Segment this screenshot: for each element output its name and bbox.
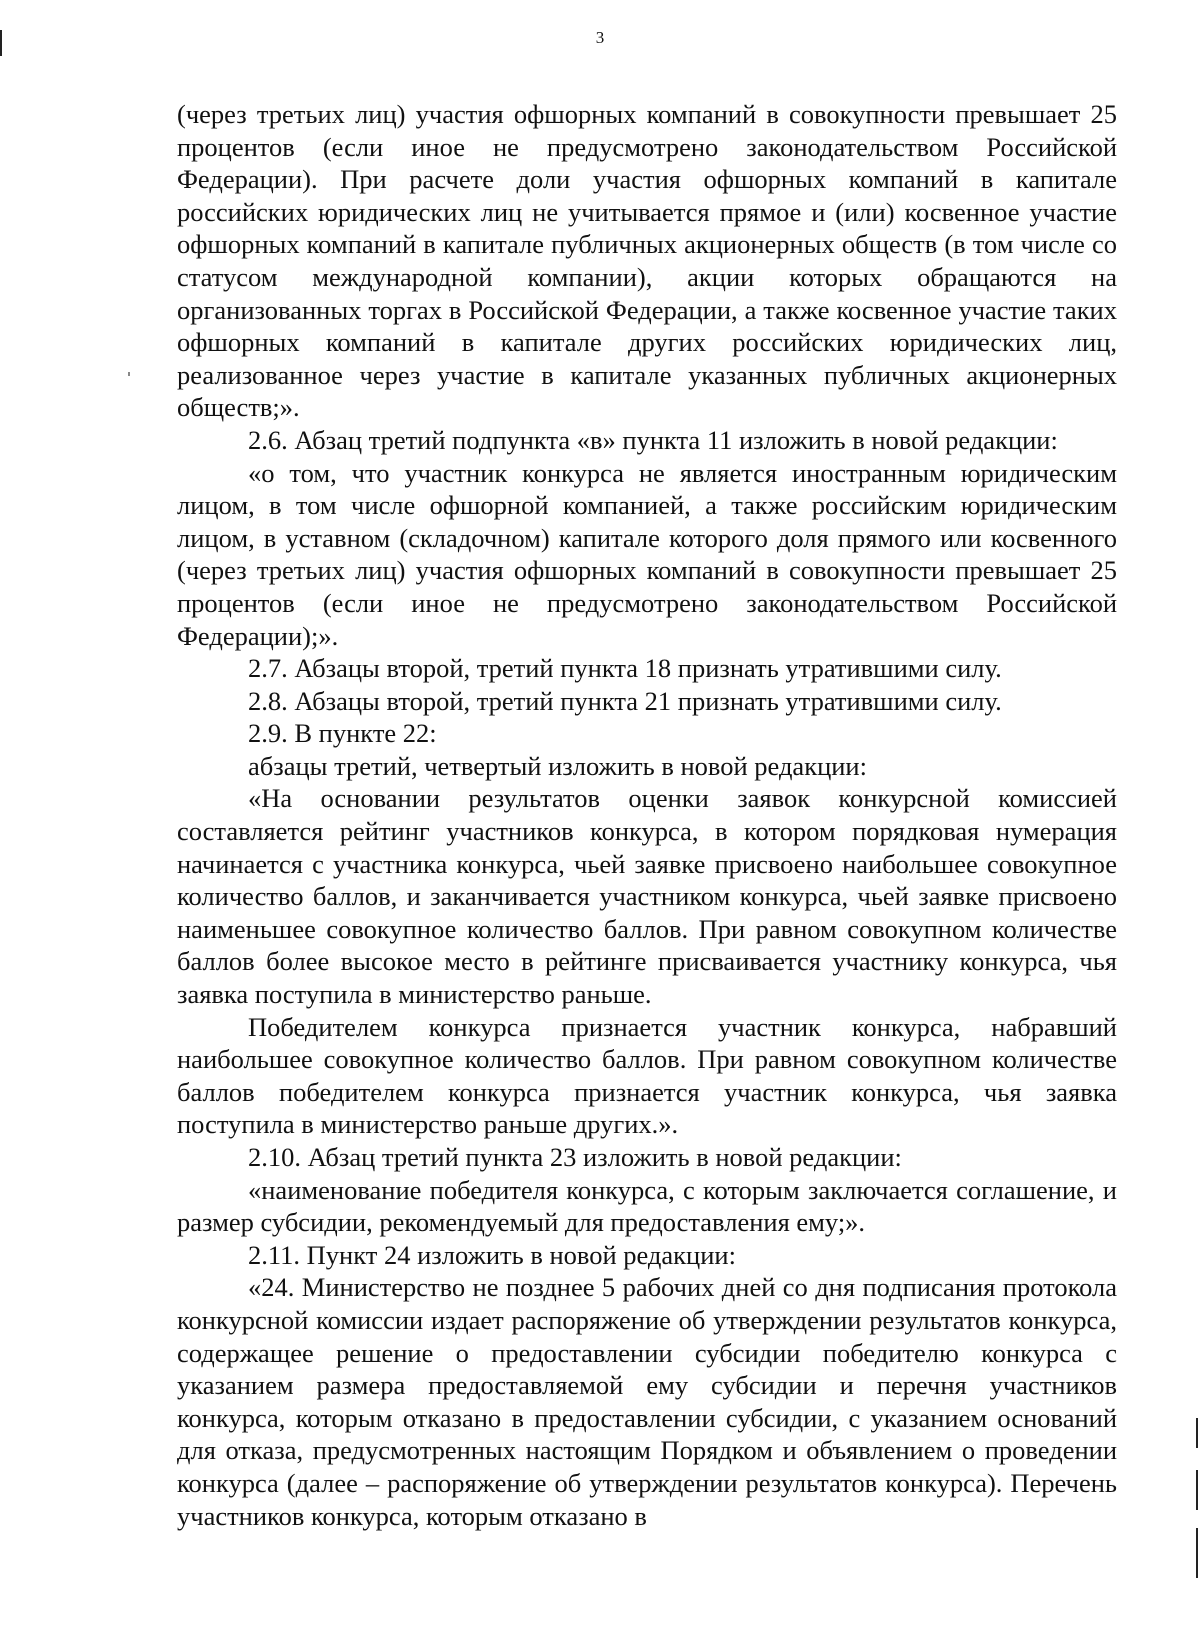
paragraph: 2.6. Абзац третий подпункта «в» пункта 11 изложить в новой редакции:	[248, 424, 1058, 455]
paragraph: «о том, что участник конкурса не является иностранным юридическим лицом, в том числе офшорной компанией, а также российским юридическим лицом, в уставном (складочном) капитале которого доля прямого или косвенного (через третьих лиц) участия офшорных компаний в совокупности превышает 25 процентов (если иное не предусмотрено законодательством Российской Федерации);».	[177, 457, 1117, 651]
paragraph: «На основании результатов оценки заявок конкурсной комиссией составляется рейтинг участников конкурса, в котором порядковая нумерация начинается с участника конкурса, чьей заявке присвоено наибольшее совокупное количество баллов, и заканчивается участником конкурса, чьей заявке присвоено наименьшее совокупное количество баллов. При равном совокупном количестве баллов более высокое место в рейтинге присваивается участнику конкурса, чья заявка поступила в министерство раньше.	[177, 783, 1117, 1010]
paragraph: «наименование победителя конкурса, с которым заключается соглашение, и размер субсидии, рекомендуемый для предоставления ему;».	[177, 1174, 1117, 1238]
paragraph: 2.8. Абзацы второй, третий пункта 21 признать утратившими силу.	[248, 685, 1002, 716]
page-number: 3	[595, 28, 605, 47]
paragraph: абзацы третий, четвертый изложить в новой редакции:	[248, 750, 867, 781]
paragraph: 2.10. Абзац третий пункта 23 изложить в новой редакции:	[248, 1142, 902, 1172]
scan-edge-mark	[1196, 1418, 1198, 1448]
document-body	[177, 98, 1117, 1532]
paragraph: (через третьих лиц) участия офшорных компаний в совокупности превышает 25 процентов (если иное не предусмотрено законодательством Российской Федерации). При расчете доли участия офшорных компаний в капитале российских юридических лиц не учитывается прямое и (или) косвенное участие офшорных компаний в капитале публичных акционерных обществ (в том числе со статусом международной компании), акции которых обращаются на организованных торгах в Российской Федерации, а также косвенное участие таких офшорных компаний в капитале других российских юридических лиц, реализованное через участие в капитале указанных публичных акционерных обществ;».	[177, 99, 1117, 423]
paragraph: «24. Министерство не позднее 5 рабочих дней со дня подписания протокола конкурсной комиссии издает распоряжение об утверждении результатов конкурса, содержащее решение о предоставлении субсидии победителю конкурса с указанием размера предоставляемой ему субсидии и перечня участников конкурса, которым отказано в предоставлении субсидии, с указанием оснований для отказа, предусмотренных настоящим Порядком и объявлением о проведении конкурса (далее – распоряжение об утверждении результатов конкурса). Перечень участников конкурса, которым отказано в	[177, 1272, 1117, 1531]
scan-edge-mark	[1196, 1528, 1198, 1578]
paragraph: Победителем конкурса признается участник конкурса, набравший наибольшее совокупное количество баллов. При равном совокупном количестве баллов победителем конкурса признается участник конкурса, чья заявка поступила в министерство раньше других.».	[177, 1011, 1117, 1140]
paragraph: 2.11. Пункт 24 изложить в новой редакции:	[248, 1239, 736, 1270]
scan-speck	[128, 372, 130, 376]
scan-edge-mark	[1196, 1470, 1198, 1510]
paragraph: 2.7. Абзацы второй, третий пункта 18 признать утратившими силу.	[248, 653, 1002, 684]
paragraph: 2.9. В пункте 22:	[248, 718, 437, 749]
